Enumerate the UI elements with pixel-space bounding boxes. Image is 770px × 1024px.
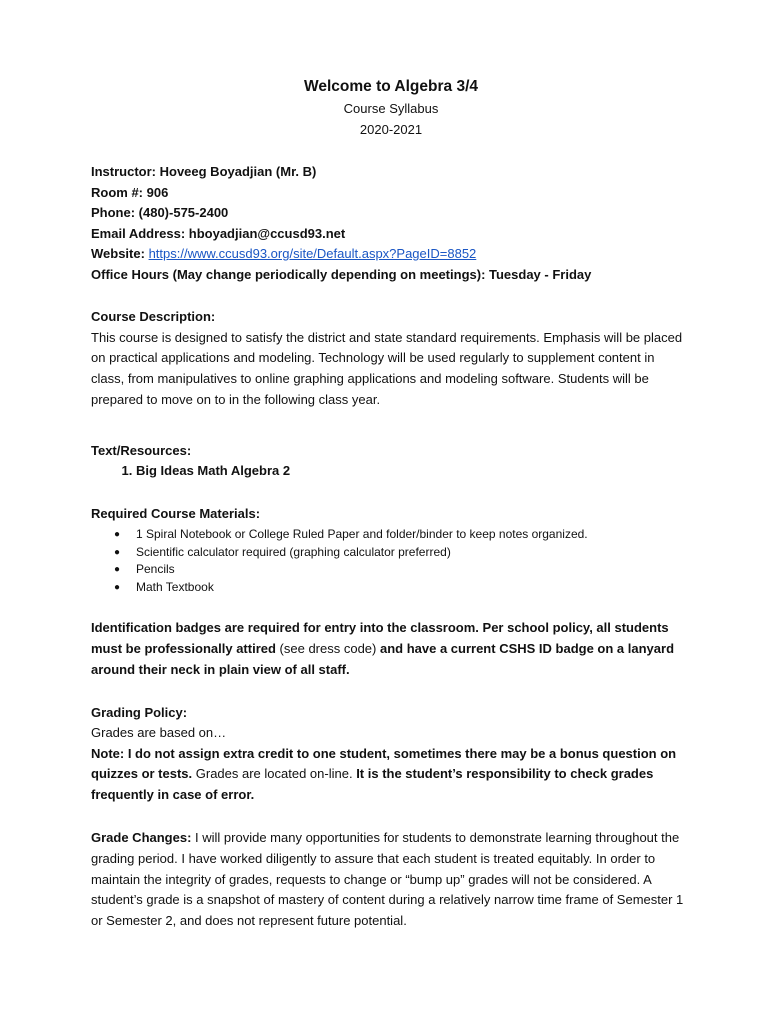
badge-policy-bold-2: and have a current CSHS ID badge on a lanyard around their neck in plain view of all staff.: [91, 640, 675, 677]
list-item: ● Scientific calculator required (graphing calculator preferred): [136, 544, 691, 562]
list-item: 1. Big Ideas Math Algebra 2: [136, 461, 691, 482]
course-description-section: [91, 307, 691, 411]
materials-heading: Required Course Materials:: [91, 505, 261, 521]
grading-policy-note: [91, 744, 691, 806]
website-line: [91, 244, 691, 265]
resources-list: [91, 461, 691, 482]
grade-changes-text: I will provide many opportunities for students to demonstrate learning throughout the grading period. I have worked diligently to assure that each student is treated equitably. In order to maintain the integrity of grades, requests to change or “bump up” grades will not be considered. A student’s grade is a snapshot of mastery of content during a relatively narrow time frame of Semester 1 or Semester 2, and does not represent future potential.: [91, 829, 684, 929]
document-title: Welcome to Algebra 3/4: [304, 78, 478, 95]
grading-note-bold: Note: I do not assign extra credit to one student, sometimes there may be a bonus question on quizzes or tests.: [91, 745, 677, 782]
email-line: Email Address: hboyadjian@ccusd93.net: [91, 225, 346, 241]
document-subtitle: Course Syllabus: [343, 101, 439, 116]
contact-info: [91, 162, 691, 285]
document-header: [91, 76, 691, 140]
materials-section: [91, 504, 691, 597]
school-year: 2020-2021: [359, 122, 423, 137]
list-item: ● 1 Spiral Notebook or College Ruled Paper and folder/binder to keep notes organized.: [136, 526, 691, 544]
grading-note-plain: Grades are located on-line.: [192, 766, 357, 782]
badge-policy: [91, 618, 691, 680]
phone-line: Phone: (480)-575-2400: [91, 205, 229, 220]
office-hours-line: Office Hours (May change periodically depending on meetings): Tuesday - Friday: [91, 266, 592, 282]
course-description-heading: Course Description:: [91, 309, 216, 324]
list-item: ● Math Textbook: [136, 579, 691, 597]
list-item: ● Pencils: [136, 561, 691, 579]
syllabus-page: [91, 76, 691, 932]
grading-policy-heading: Grading Policy:: [91, 704, 188, 720]
badge-policy-bold-1: Identification badges are required for entry into the classroom. Per school policy, all students must be professionally attired: [91, 620, 669, 656]
website-link[interactable]: https://www.ccusd93.org/site/Default.aspx?PageID=8852: [148, 246, 477, 261]
grading-policy-section: [91, 703, 691, 806]
grade-changes-label: Grade Changes:: [91, 829, 192, 845]
badge-policy-dress-code: (see dress code): [275, 640, 380, 656]
grade-changes-section: [91, 828, 691, 932]
website-label: Website:: [91, 246, 145, 261]
grading-policy-intro: Grades are based on…: [91, 725, 227, 741]
resources-heading: Text/Resources:: [91, 442, 192, 458]
resources-section: [91, 441, 691, 482]
course-description-text: This course is designed to satisfy the district and state standard requirements. Emphasis will be placed on practical applications and modeling. Technology will be used regularly to supplement content in class, from manipulatives to online graphing applications and modeling software. Students will be prepared to move on to in the following class year.: [91, 329, 683, 407]
materials-list: [91, 526, 691, 596]
instructor-line: Instructor: Hoveeg Boyadjian (Mr. B): [91, 164, 317, 179]
grading-note-bold-2: It is the student’s responsibility to check grades frequently in case of error.: [91, 766, 654, 803]
room-line: Room #: 906: [91, 184, 169, 200]
